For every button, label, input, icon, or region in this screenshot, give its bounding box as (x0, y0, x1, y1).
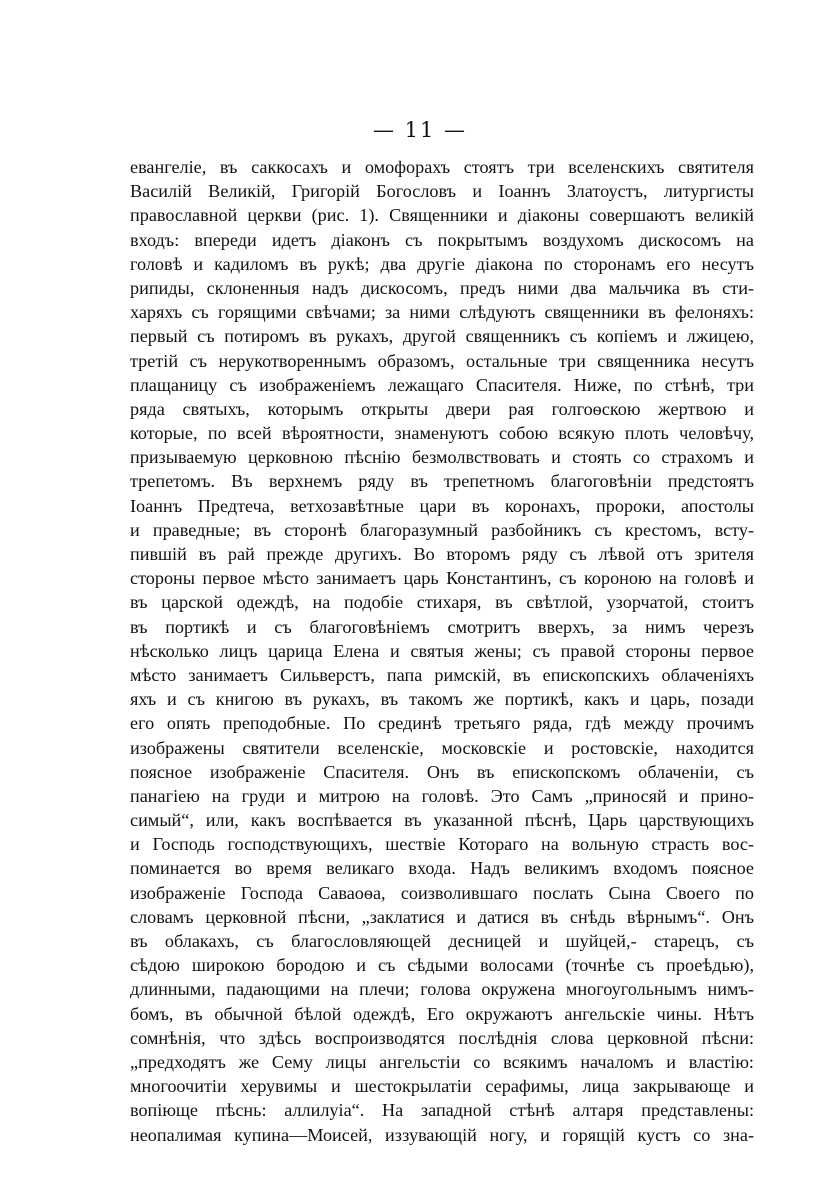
text-line: его опять преподобные. По срединѣ третьяго ряда, гдѣ между прочимъ (130, 713, 754, 734)
text-line: плащаницу съ изображеніемъ лежащаго Спасителя. Ниже, по стѣнѣ, три (130, 374, 754, 395)
text-line: входъ: впереди идетъ діаконъ съ покрытымъ воздухомъ дискосомъ на (130, 229, 754, 250)
text-line: яхъ и съ книгою въ рукахъ, въ такомъ же портикѣ, какъ и царь, позади (130, 689, 754, 710)
text-line: въ облакахъ, съ благословляющей десницей и шуйцей,- старецъ, съ (130, 931, 754, 951)
text-line: изображеніе Господа Саваоѳа, соизволившаго послать Сына Своего по (130, 882, 754, 903)
text-line: третій съ нерукотвореннымъ образомъ, остальные три священника несутъ (130, 350, 754, 371)
text-line: поминается во время великаго входа. Надъ великимъ входомъ поясное (130, 858, 754, 879)
text-line: первый съ потиромъ въ рукахъ, другой священникъ съ копіемъ и лжицею, (130, 326, 754, 347)
text-line: изображены святители вселенскіе, московскіе и ростовскіе, находится (130, 737, 754, 758)
text-line: симый“, или, какъ воспѣвается въ указанной пѣснѣ, Царь царствующихъ (130, 810, 754, 831)
text-line: ряда святыхъ, которымъ открыты двери рая голгоѳскою жертвою и (130, 398, 754, 419)
text-line: длинными, падающими на плечи; голова окружена многоугольнымъ нимъ- (130, 979, 754, 1000)
text-line: трепетомъ. Въ верхнемъ ряду въ трепетномъ благоговѣніи предстоятъ (130, 471, 754, 492)
text-line: харяхъ съ горящими свѣчами; за ними слѣдуютъ священники въ фелоняхъ: (130, 302, 754, 323)
text-line: православной церкви (рис. 1). Священники и діаконы совершаютъ великій (130, 205, 754, 226)
text-line: и праведные; въ сторонѣ благоразумный разбойникъ съ крестомъ, всту- (130, 519, 754, 540)
text-line: которые, по всей вѣроятности, знаменуютъ собою всякую плоть человѣчу, (130, 423, 754, 444)
text-line: „предходятъ же Сему лицы ангельстіи со всякимъ началомъ и властію: (130, 1051, 754, 1072)
page-number: — 11 — (372, 118, 468, 142)
text-line: панагіею на груди и митрою на головѣ. Это Самъ „приносяй и прино- (130, 785, 754, 806)
text-line: сѣдою широкою бородою и съ сѣдыми волосами (точнѣе съ проеѣдью), (130, 955, 754, 976)
text-line: евангеліе, въ саккосахъ и омофорахъ стоятъ три вселенскихъ святителя (130, 157, 754, 177)
text-line: въ царской одеждѣ, на подобіе стихаря, въ свѣтлой, узорчатой, стоитъ (130, 592, 754, 613)
text-line: стороны первое мѣсто занимаетъ царь Константинъ, съ короною на головѣ и (130, 568, 754, 589)
text-line: мѣсто занимаетъ Сильверстъ, папа римскій, въ епископскихъ облаченіяхъ (130, 664, 754, 685)
text-line: многоочитіи херувимы и шестокрылатіи серафимы, лица закрывающе и (130, 1076, 754, 1097)
text-line: словамъ церковной пѣсни, „заклатися и датися въ снѣдь вѣрнымъ“. Онъ (130, 906, 754, 927)
text-line: нѣсколько лицъ царица Елена и святыя жены; съ правой стороны первое (130, 640, 754, 661)
text-line: неопалимая купина—Моисей, иззувающій ногу, и горящій кустъ со зна- (130, 1124, 754, 1145)
text-line: Василій Великій, Григорій Богословъ и Іоаннъ Златоустъ, литургисты (130, 181, 754, 202)
body-text (130, 155, 754, 1147)
text-line: рипиды, склоненныя надъ дискосомъ, предъ ними два мальчика въ сти- (130, 277, 754, 298)
text-line: поясное изображеніе Спасителя. Онъ въ епископскомъ облаченіи, съ (130, 761, 754, 782)
text-line: головѣ и кадиломъ въ рукѣ; два другіе діакона по сторонамъ его несутъ (130, 253, 754, 274)
text-line: призываемую церковною пѣснію безмолвствовать и стоять со страхомъ и (130, 447, 754, 468)
text-line: Іоаннъ Предтеча, ветхозавѣтные цари въ коронахъ, пророки, апостолы (130, 495, 754, 516)
text-line: пившій въ рай прежде другихъ. Во второмъ ряду съ лѣвой отъ зрителя (130, 544, 754, 564)
text-line: вопіюще пѣснь: аллилуіа“. На западной стѣнѣ алтаря представлены: (130, 1100, 754, 1121)
text-line: въ портикѣ и съ благоговѣніемъ смотритъ вверхъ, за нимъ черезъ (130, 616, 754, 637)
text-line: и Господь господствующихъ, шествіе Котораго на вольную страсть вос- (130, 834, 754, 855)
text-line: бомъ, въ обычной бѣлой одеждѣ, Его окружаютъ ангельскіе чины. Нѣтъ (130, 1003, 754, 1024)
text-line: сомнѣнія, что здѣсь воспроизводятся послѣднія слова церковной пѣсни: (130, 1027, 754, 1048)
